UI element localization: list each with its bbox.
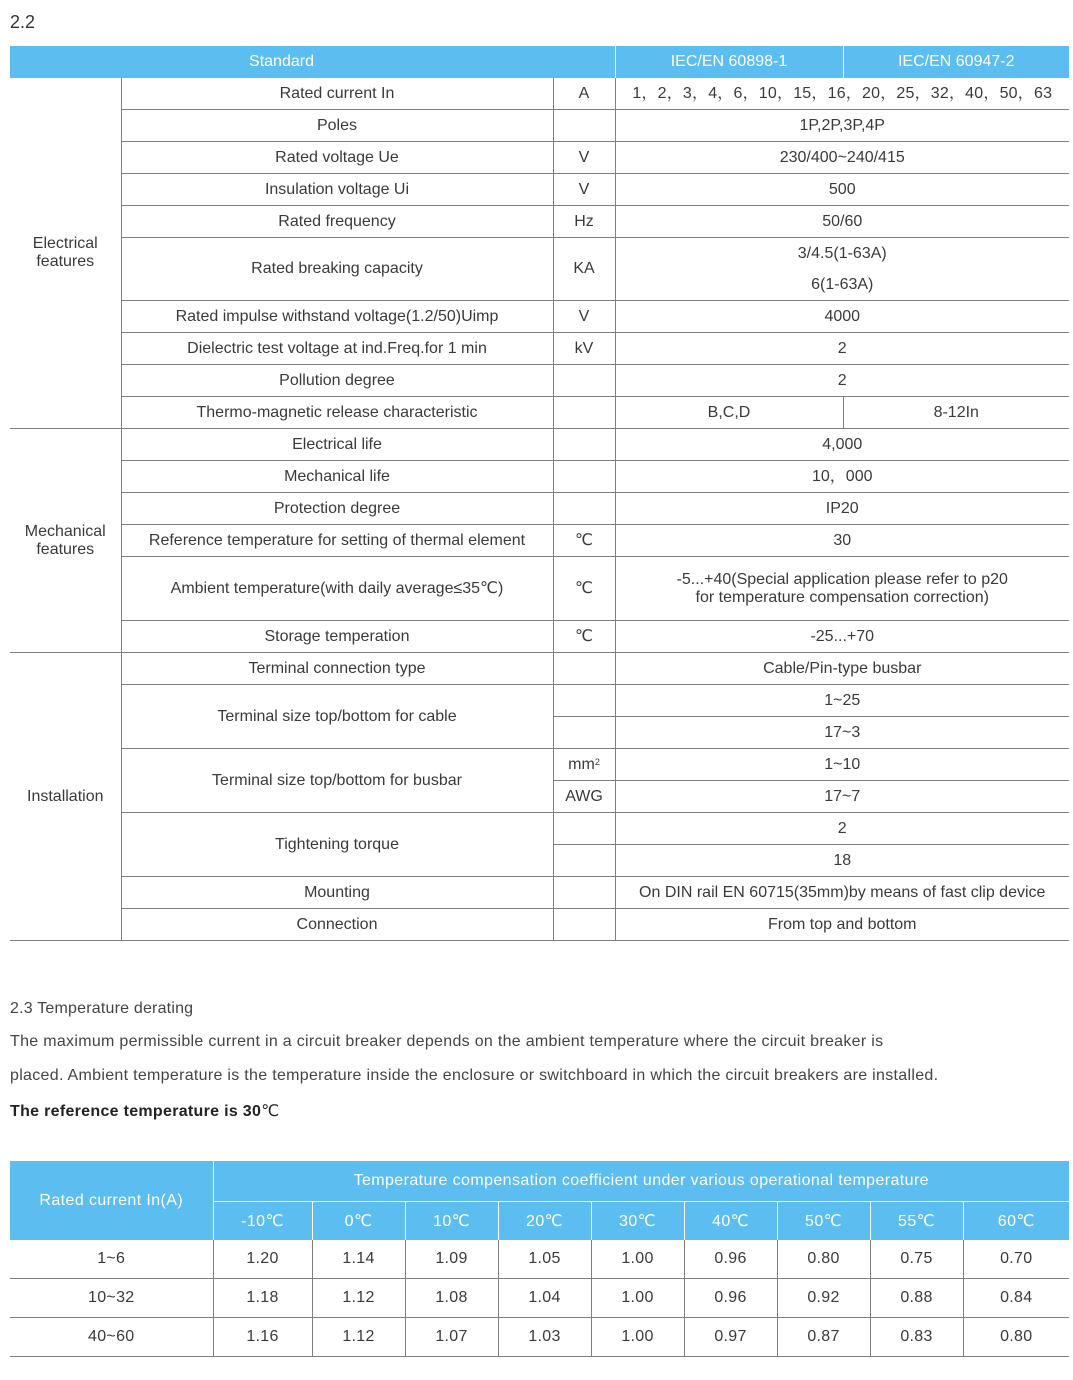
coef-cell: 1.00	[591, 1240, 684, 1279]
unit-cell: V	[553, 301, 615, 333]
table-row	[10, 238, 1069, 270]
coef-cell: 1.08	[405, 1279, 498, 1318]
unit-cell	[553, 877, 615, 909]
spec-header-row	[10, 46, 1069, 78]
param-cell: Connection	[121, 909, 553, 941]
table-row	[10, 333, 1069, 365]
value-cell: 1P,2P,3P,4P	[615, 110, 1069, 142]
reference-temperature-note	[10, 1101, 279, 1121]
unit-cell	[553, 653, 615, 685]
table-row	[10, 685, 1069, 717]
header-std-60947: IEC/EN 60947-2	[843, 46, 1069, 78]
param-cell: Insulation voltage Ui	[121, 174, 553, 206]
header-unit-blank	[553, 46, 615, 78]
header-temp: 60℃	[963, 1202, 1069, 1241]
header-std-60898: IEC/EN 60898-1	[615, 46, 843, 78]
value-cell: 4000	[615, 301, 1069, 333]
value-cell: 3/4.5(1-63A)	[615, 238, 1069, 270]
range-cell: 1~6	[10, 1240, 213, 1279]
param-cell: Thermo-magnetic release characteristic	[121, 397, 553, 429]
table-row	[10, 493, 1069, 525]
table-row	[10, 461, 1069, 493]
param-cell: Mechanical life	[121, 461, 553, 493]
param-cell: Terminal size top/bottom for busbar	[121, 749, 553, 813]
table-row	[10, 174, 1069, 206]
value-cell: 30	[615, 525, 1069, 557]
derating-paragraph-line-1: The maximum permissible current in a circuit breaker depends on the ambient temperature where the circuit breaker is	[10, 1033, 884, 1050]
coef-cell: 0.92	[777, 1279, 870, 1318]
param-cell: Rated impulse withstand voltage(1.2/50)Uimp	[121, 301, 553, 333]
unit-cell	[553, 685, 615, 717]
value-cell: 4,000	[615, 429, 1069, 461]
table-row	[10, 110, 1069, 142]
unit-cell: V	[553, 174, 615, 206]
derating-title: 2.3 Temperature derating	[10, 1000, 194, 1017]
header-compensation-caption: Temperature compensation coefficient under various operational temperature	[213, 1161, 1069, 1202]
header-temp: 0℃	[312, 1202, 405, 1241]
unit-cell: KA	[553, 238, 615, 301]
unit-cell	[553, 909, 615, 941]
value-cell-2: 17~7	[615, 781, 1069, 813]
derating-header-row-1	[10, 1161, 1069, 1202]
coef-cell: 1.18	[213, 1279, 312, 1318]
header-temp: 10℃	[405, 1202, 498, 1241]
unit-cell	[553, 813, 615, 845]
header-standard: Standard	[10, 46, 553, 78]
value-cell-2: 17~3	[615, 717, 1069, 749]
table-row	[10, 429, 1069, 461]
unit-cell	[553, 461, 615, 493]
value-line-2: for temperature compensation correction)	[695, 588, 989, 606]
unit-cell	[553, 845, 615, 877]
header-temp: 20℃	[498, 1202, 591, 1241]
value-cell-2: 6(1-63A)	[615, 269, 1069, 301]
param-cell: Rated current In	[121, 78, 553, 110]
unit-cell: V	[553, 142, 615, 174]
value-cell: 50/60	[615, 206, 1069, 238]
unit-cell: kV	[553, 333, 615, 365]
derating-table	[10, 1161, 1069, 1357]
specification-table	[10, 46, 1069, 941]
table-row	[10, 206, 1069, 238]
unit-cell	[553, 493, 615, 525]
table-row	[10, 1240, 1069, 1279]
table-row	[10, 525, 1069, 557]
param-cell: Pollution degree	[121, 365, 553, 397]
table-row	[10, 142, 1069, 174]
value-cell-2: 8-12In	[843, 397, 1069, 429]
coef-cell: 0.88	[870, 1279, 963, 1318]
value-cell: 230/400~240/415	[615, 142, 1069, 174]
unit-cell: ℃	[553, 525, 615, 557]
coef-cell: 1.00	[591, 1318, 684, 1357]
unit-cell	[553, 110, 615, 142]
param-cell: Rated frequency	[121, 206, 553, 238]
header-temp: -10℃	[213, 1202, 312, 1241]
value-cell: 10，000	[615, 461, 1069, 493]
table-row	[10, 909, 1069, 941]
value-cell: 2	[615, 365, 1069, 397]
param-cell: Rated voltage Ue	[121, 142, 553, 174]
unit-cell	[553, 749, 615, 781]
unit-superscript: 2	[594, 756, 600, 767]
coef-cell: 1.12	[312, 1279, 405, 1318]
unit-cell: A	[553, 78, 615, 110]
header-temp: 40℃	[684, 1202, 777, 1241]
coef-cell: 0.70	[963, 1240, 1069, 1279]
value-cell	[615, 557, 1069, 621]
value-cell: -25...+70	[615, 621, 1069, 653]
group-label: Electrical features	[32, 235, 98, 270]
coef-cell: 0.80	[963, 1318, 1069, 1357]
param-cell: Electrical life	[121, 429, 553, 461]
param-cell: Terminal size top/bottom for cable	[121, 685, 553, 749]
reference-temperature-unit: ℃	[261, 1103, 280, 1120]
value-cell: 500	[615, 174, 1069, 206]
reference-temperature-text: The reference temperature is 30	[10, 1103, 262, 1120]
header-rated-current: Rated current In(A)	[10, 1161, 213, 1240]
param-cell: Poles	[121, 110, 553, 142]
coef-cell: 1.07	[405, 1318, 498, 1357]
group-label: Mechanical features	[24, 522, 106, 558]
coef-cell: 1.00	[591, 1279, 684, 1318]
value-cell: 1，2，3，4，6，10，15，16，20，25，32，40，50，63	[615, 78, 1069, 110]
coef-cell: 1.20	[213, 1240, 312, 1279]
coef-cell: 0.84	[963, 1279, 1069, 1318]
param-cell: Storage temperation	[121, 621, 553, 653]
coef-cell: 1.09	[405, 1240, 498, 1279]
value-cell: 1~25	[615, 685, 1069, 717]
value-cell: 2	[615, 813, 1069, 845]
param-cell: Mounting	[121, 877, 553, 909]
table-row	[10, 877, 1069, 909]
coef-cell: 0.97	[684, 1318, 777, 1357]
header-temp: 50℃	[777, 1202, 870, 1241]
param-cell: Rated breaking capacity	[121, 238, 553, 301]
unit-cell: ℃	[553, 621, 615, 653]
coef-cell: 0.80	[777, 1240, 870, 1279]
coef-cell: 0.96	[684, 1240, 777, 1279]
coef-cell: 1.16	[213, 1318, 312, 1357]
value-cell: 2	[615, 333, 1069, 365]
unit-cell	[553, 397, 615, 429]
value-cell-2: 18	[615, 845, 1069, 877]
param-cell: Terminal connection type	[121, 653, 553, 685]
table-row	[10, 557, 1069, 621]
value-cell: IP20	[615, 493, 1069, 525]
coef-cell: 1.05	[498, 1240, 591, 1279]
value-line-1: -5...+40(Special application please refer to p20	[676, 570, 1008, 588]
table-row	[10, 749, 1069, 781]
range-cell: 10~32	[10, 1279, 213, 1318]
coef-cell: 0.75	[870, 1240, 963, 1279]
value-cell: From top and bottom	[615, 909, 1069, 941]
coef-cell: 1.14	[312, 1240, 405, 1279]
param-cell: Tightening torque	[121, 813, 553, 877]
param-cell: Dielectric test voltage at ind.Freq.for 1 min	[121, 333, 553, 365]
unit-cell	[553, 365, 615, 397]
unit-mm: mm	[568, 755, 595, 773]
coef-cell: 0.87	[777, 1318, 870, 1357]
table-row	[10, 1318, 1069, 1357]
group-mechanical-features	[10, 429, 121, 653]
group-electrical-features	[10, 78, 121, 429]
param-cell: Ambient temperature(with daily average≤35℃)	[121, 557, 553, 621]
range-cell: 40~60	[10, 1318, 213, 1357]
coef-cell: 1.12	[312, 1318, 405, 1357]
header-temp: 55℃	[870, 1202, 963, 1241]
coef-cell: 1.03	[498, 1318, 591, 1357]
unit-cell	[553, 429, 615, 461]
value-cell: 1~10	[615, 749, 1069, 781]
table-row	[10, 1279, 1069, 1318]
coef-cell: 1.04	[498, 1279, 591, 1318]
group-installation: Installation	[10, 653, 121, 941]
derating-paragraph-line-2: placed. Ambient temperature is the temperature inside the enclosure or switchboard in which the circuit breakers are installed.	[10, 1067, 939, 1084]
table-row	[10, 365, 1069, 397]
param-cell: Protection degree	[121, 493, 553, 525]
param-cell: Reference temperature for setting of thermal element	[121, 525, 553, 557]
table-row	[10, 653, 1069, 685]
unit-cell: ℃	[553, 557, 615, 621]
unit-cell: Hz	[553, 206, 615, 238]
table-row	[10, 301, 1069, 333]
value-cell: On DIN rail EN 60715(35mm)by means of fast clip device	[615, 877, 1069, 909]
unit-cell: AWG	[553, 781, 615, 813]
table-row	[10, 621, 1069, 653]
table-row	[10, 813, 1069, 845]
table-row	[10, 397, 1069, 429]
value-cell: B,C,D	[615, 397, 843, 429]
coef-cell: 0.83	[870, 1318, 963, 1357]
section-number-2-2: 2.2	[10, 12, 36, 32]
value-cell: Cable/Pin-type busbar	[615, 653, 1069, 685]
table-row	[10, 78, 1069, 110]
unit-cell	[553, 717, 615, 749]
header-temp: 30℃	[591, 1202, 684, 1241]
coef-cell: 0.96	[684, 1279, 777, 1318]
